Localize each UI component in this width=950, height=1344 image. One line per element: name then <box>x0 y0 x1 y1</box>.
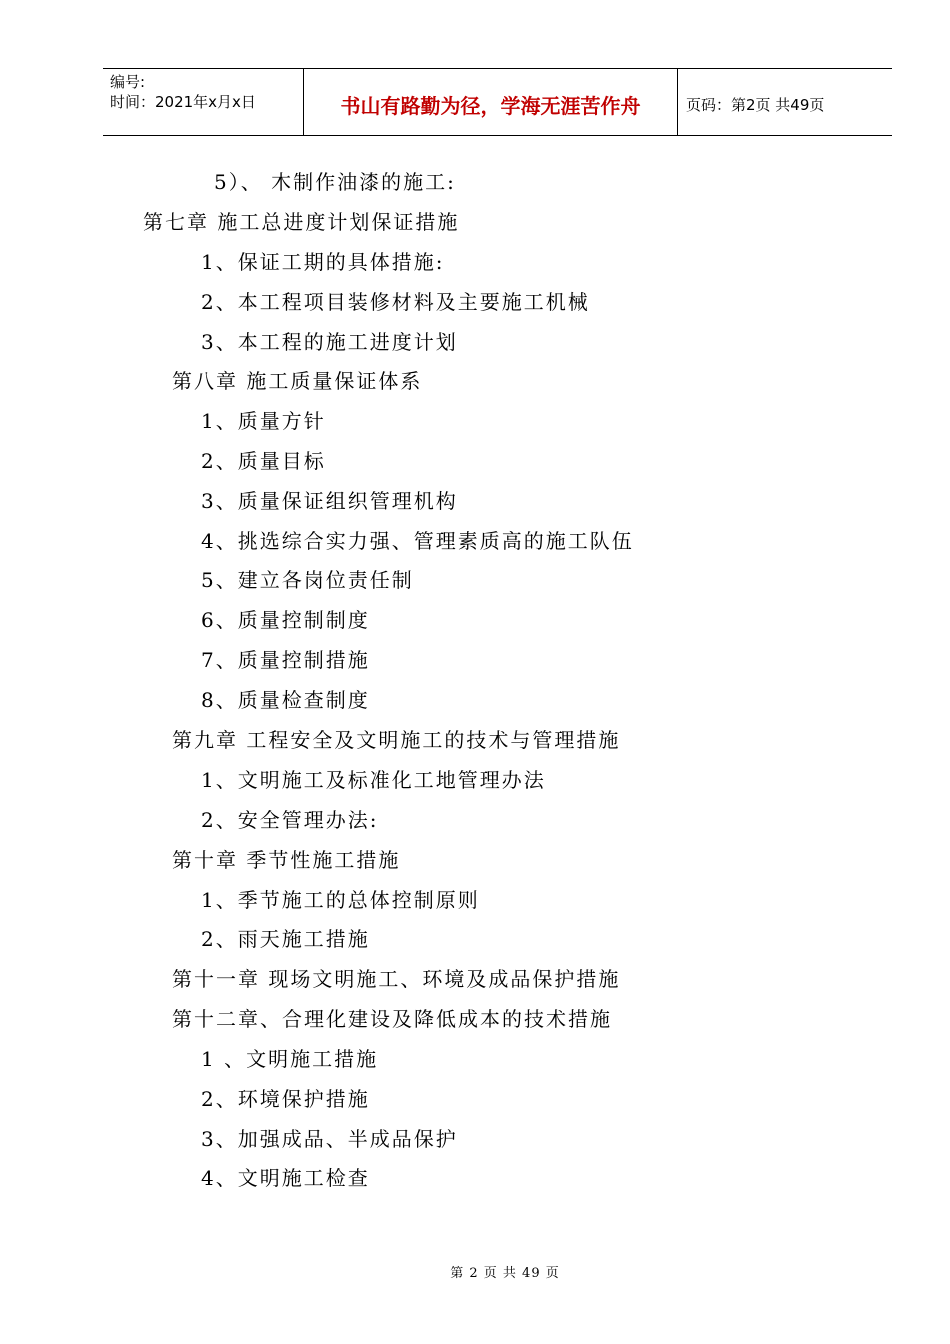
doc-code-label: 编号: <box>110 73 146 91</box>
toc-item: 5）、 木制作油漆的施工: <box>214 170 456 194</box>
toc-item: 2、环境保护措施 <box>201 1087 370 1111</box>
page-header <box>103 68 892 136</box>
toc-item: 3、本工程的施工进度计划 <box>201 330 458 354</box>
toc-item: 1、文明施工及标准化工地管理办法 <box>201 768 546 792</box>
toc-item: 2、雨天施工措施 <box>201 927 370 951</box>
doc-time-label: 时间：2021年x月x日 <box>110 93 256 111</box>
toc-item: 1、质量方针 <box>201 409 326 433</box>
toc-item: 1 、文明施工措施 <box>201 1047 379 1071</box>
toc-item: 4、挑选综合实力强、管理素质高的施工队伍 <box>201 529 634 553</box>
toc-chapter: 第十一章 现场文明施工、环境及成品保护措施 <box>172 967 621 991</box>
toc-item: 8、质量检查制度 <box>201 688 370 712</box>
toc-item: 6、质量控制制度 <box>201 608 370 632</box>
header-page-number: 页码：第2页 共49页 <box>686 95 825 114</box>
toc-item: 1、保证工期的具体措施: <box>201 250 445 274</box>
toc-chapter: 第八章 施工质量保证体系 <box>172 369 423 393</box>
header-info-cell <box>103 69 304 135</box>
toc-item: 5、建立各岗位责任制 <box>201 568 414 592</box>
toc-chapter: 第十二章、合理化建设及降低成本的技术措施 <box>172 1007 612 1031</box>
toc-chapter: 第十章 季节性施工措施 <box>172 848 401 872</box>
header-motto: 书山有路勤为径，学海无涯苦作舟 <box>304 69 678 135</box>
page-footer: 第 2 页 共 49 页 <box>450 1266 560 1281</box>
toc-item: 3、加强成品、半成品保护 <box>201 1127 458 1151</box>
toc-chapter: 第七章 施工总进度计划保证措施 <box>143 210 460 234</box>
toc-item: 1、季节施工的总体控制原则 <box>201 888 480 912</box>
toc-item: 2、质量目标 <box>201 449 326 473</box>
toc-item: 2、本工程项目装修材料及主要施工机械 <box>201 290 590 314</box>
toc-item: 7、质量控制措施 <box>201 648 370 672</box>
toc-item: 4、文明施工检查 <box>201 1166 370 1190</box>
toc-item: 3、质量保证组织管理机构 <box>201 489 458 513</box>
toc-chapter: 第九章 工程安全及文明施工的技术与管理措施 <box>172 728 621 752</box>
toc-item: 2、安全管理办法: <box>201 808 379 832</box>
